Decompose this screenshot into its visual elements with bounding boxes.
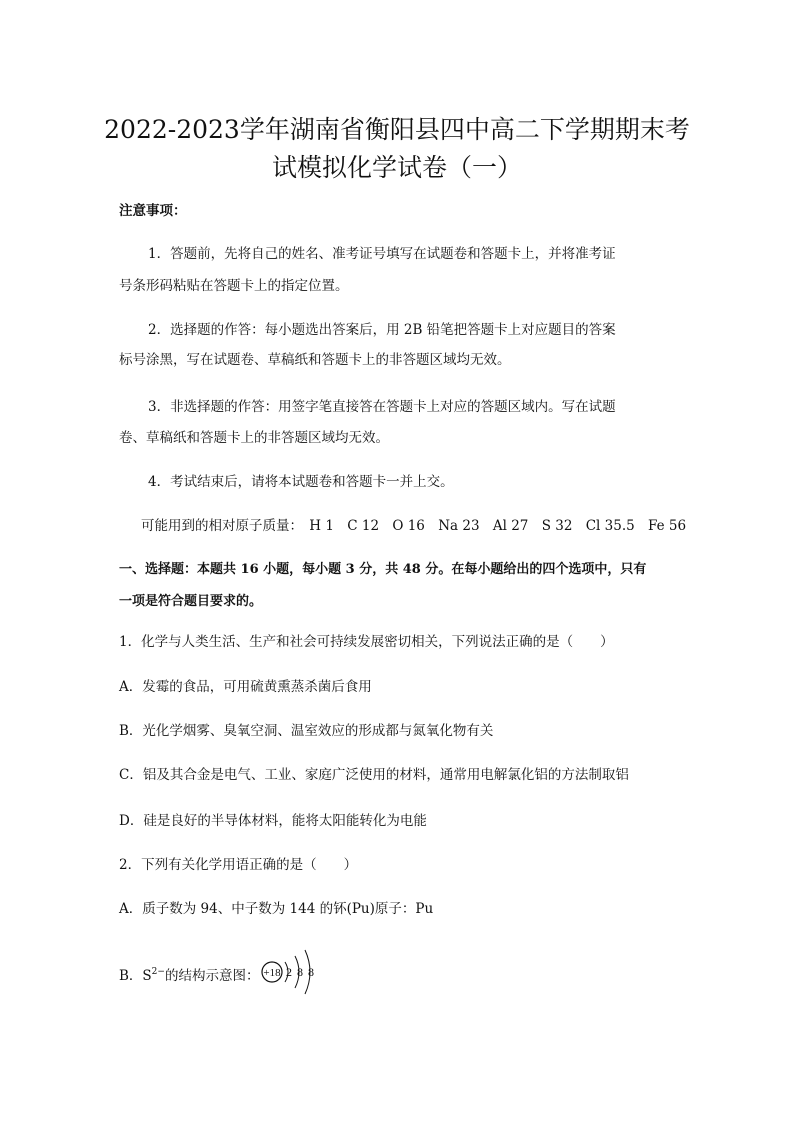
notice-item-1-line-1: 1．答题前，先将自己的姓名、准考证号填写在试题卷和答题卡上，并将准考证 [148,246,616,262]
notice-item-3-line-1: 3．非选择题的作答：用签字笔直接答在答题卡上对应的答题区域内。写在试题 [148,399,616,415]
question-1-option-a: A．发霉的食品，可用硫黄熏蒸杀菌后食用 [119,679,372,695]
section-heading-line-1: 一、选择题：本题共 16 小题，每小题 3 分，共 48 分。在每小题给出的四个选项中，只有 [119,562,647,577]
notice-item-2-line-1: 2．选择题的作答：每小题选出答案后，用 2B 铅笔把答题卡上对应题目的答案 [148,322,616,338]
atomic-mass-s: S 32 [541,518,573,534]
sulfide-charge: 2− [151,967,165,977]
question-2-option-a: A．质子数为 94、中子数为 144 的钚(Pu)原子：Pu [119,901,434,917]
atomic-mass-o: O 16 [392,518,425,534]
notice-heading: 注意事项： [119,203,187,219]
question-2-stem: 2．下列有关化学用语正确的是（ ） [119,857,358,873]
exam-title-line-2: 试模拟化学试卷（一） [271,153,522,182]
question-1-option-c: C．铝及其合金是电气、工业、家庭广泛使用的材料，通常用电解氯化铝的方法制取铝 [119,767,629,783]
question-1-option-d: D．硅是良好的半导体材料，能将太阳能转化为电能 [119,813,427,829]
sulfide-ion-structure-diagram [258,942,328,1002]
notice-item-1-line-2: 号条形码粘贴在答题卡上的指定位置。 [119,278,349,294]
atomic-mass-al: Al 27 [492,518,529,534]
atomic-mass-cl: Cl 35.5 [585,518,635,534]
atomic-masses-label: 可能用到的相对原子质量： [141,518,303,534]
atomic-mass-fe: Fe 56 [648,518,687,534]
section-heading-line-2: 一项是符合题目要求的。 [119,594,263,609]
question-2-option-b-prefix: B．S [119,968,152,984]
question-2-option-b [119,962,259,986]
notice-item-3-line-2: 卷、草稿纸和答题卡上的非答题区域均无效。 [119,430,389,446]
atomic-mass-h: H 1 [309,518,334,534]
shell-1-electrons: 2 [286,965,292,979]
question-1-stem: 1．化学与人类生活、生产和社会可持续发展密切相关，下列说法正确的是（ ） [119,634,614,650]
atomic-masses [141,516,695,536]
atomic-mass-c: C 12 [347,518,380,534]
nucleus-charge: +18 [263,967,281,979]
shell-2-electrons: 8 [297,965,303,979]
question-2-option-b-suffix: 的结构示意图： [164,968,260,984]
notice-item-2-line-2: 标号涂黑，写在试题卷、草稿纸和答题卡上的非答题区域均无效。 [119,352,511,368]
notice-item-4-line-1: 4．考试结束后，请将本试题卷和答题卡一并上交。 [148,474,454,490]
question-1-option-b: B．光化学烟雾、臭氧空洞、温室效应的形成都与氮氧化物有关 [119,723,494,739]
shell-3-electrons: 8 [308,965,314,979]
atomic-mass-na: Na 23 [438,518,480,534]
exam-title-line-1: 2022-2023学年湖南省衡阳县四中高二下学期期末考 [104,115,690,144]
